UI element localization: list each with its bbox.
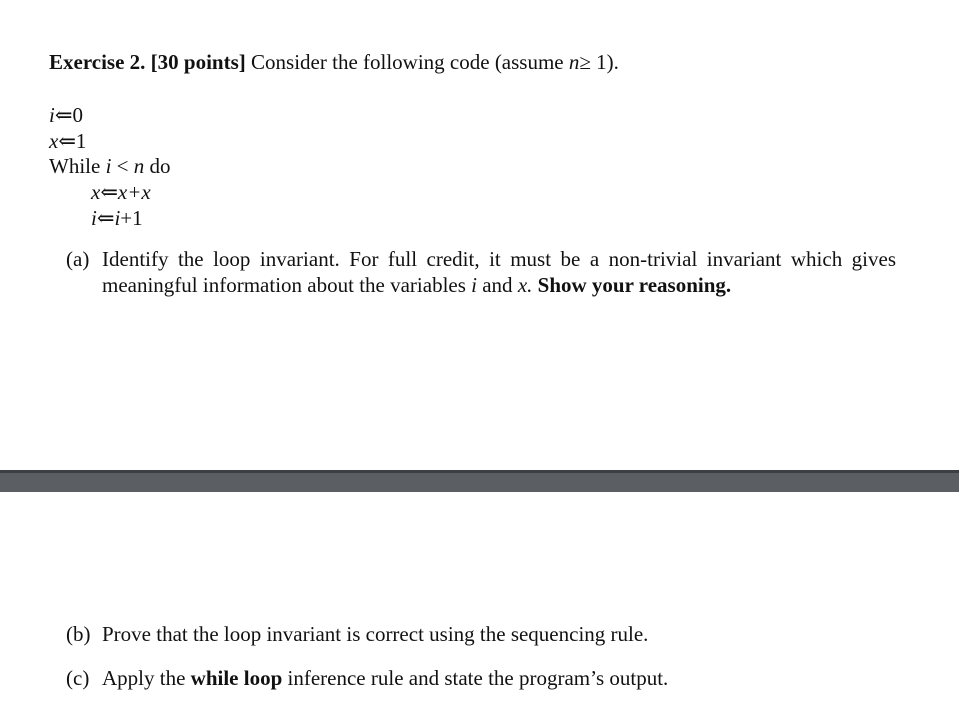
- code-var: i: [114, 206, 121, 230]
- question-a-text-2: meaningful information about the variables: [102, 273, 466, 297]
- code-var: x: [49, 129, 59, 153]
- question-a: [66, 246, 896, 298]
- exercise-heading: [49, 48, 619, 76]
- code-line-1: [49, 102, 83, 128]
- code-var: i: [91, 206, 97, 230]
- page-separator: [0, 470, 959, 492]
- question-c-label: (c): [66, 666, 90, 690]
- question-a-line-1: [66, 246, 896, 272]
- exercise-points: [30 points]: [150, 50, 246, 74]
- condition-rest: ≥ 1).: [579, 50, 619, 74]
- question-a-and: and: [482, 273, 513, 297]
- while-lt: <: [116, 154, 129, 178]
- code-body-line-1: x⇐x+x: [91, 180, 151, 204]
- while-var-n: n: [133, 154, 145, 178]
- code-line-2: [49, 128, 86, 154]
- question-b: [66, 621, 896, 647]
- code-increment: +1: [120, 206, 143, 230]
- condition-variable: n: [568, 50, 580, 74]
- question-b-text: Prove that the loop invariant is correct using the sequencing rule.: [102, 622, 649, 646]
- question-a-label: (a): [66, 247, 90, 271]
- question-a-bold: Show your reasoning.: [537, 273, 732, 297]
- code-body-line-2: [91, 205, 143, 231]
- page-bottom: [0, 492, 959, 724]
- while-do: do: [149, 154, 171, 178]
- question-b-label: (b): [66, 622, 91, 646]
- question-c-bold: while loop: [190, 666, 283, 690]
- question-a-var-x: x.: [517, 273, 533, 297]
- while-keyword: While: [49, 154, 101, 178]
- question-a-var-i: i: [471, 273, 477, 297]
- code-var: i: [49, 103, 55, 127]
- code-assign: ⇐1: [58, 129, 87, 153]
- question-c: [66, 665, 896, 691]
- exercise-prompt: Consider the following code (assume: [251, 50, 564, 74]
- question-c-pre: Apply the: [102, 666, 186, 690]
- exercise-title: Exercise 2.: [49, 50, 146, 74]
- while-var-i: i: [105, 154, 112, 178]
- question-a-line-2: [66, 272, 896, 298]
- code-assign: ⇐0: [54, 103, 83, 127]
- question-a-text-1: Identify the loop invariant. For full credit, it must be a non-trivial invariant which gives: [102, 247, 896, 271]
- question-c-post: inference rule and state the program’s output.: [287, 666, 669, 690]
- code-assign: ⇐: [96, 206, 115, 230]
- code-while-line: [49, 153, 171, 179]
